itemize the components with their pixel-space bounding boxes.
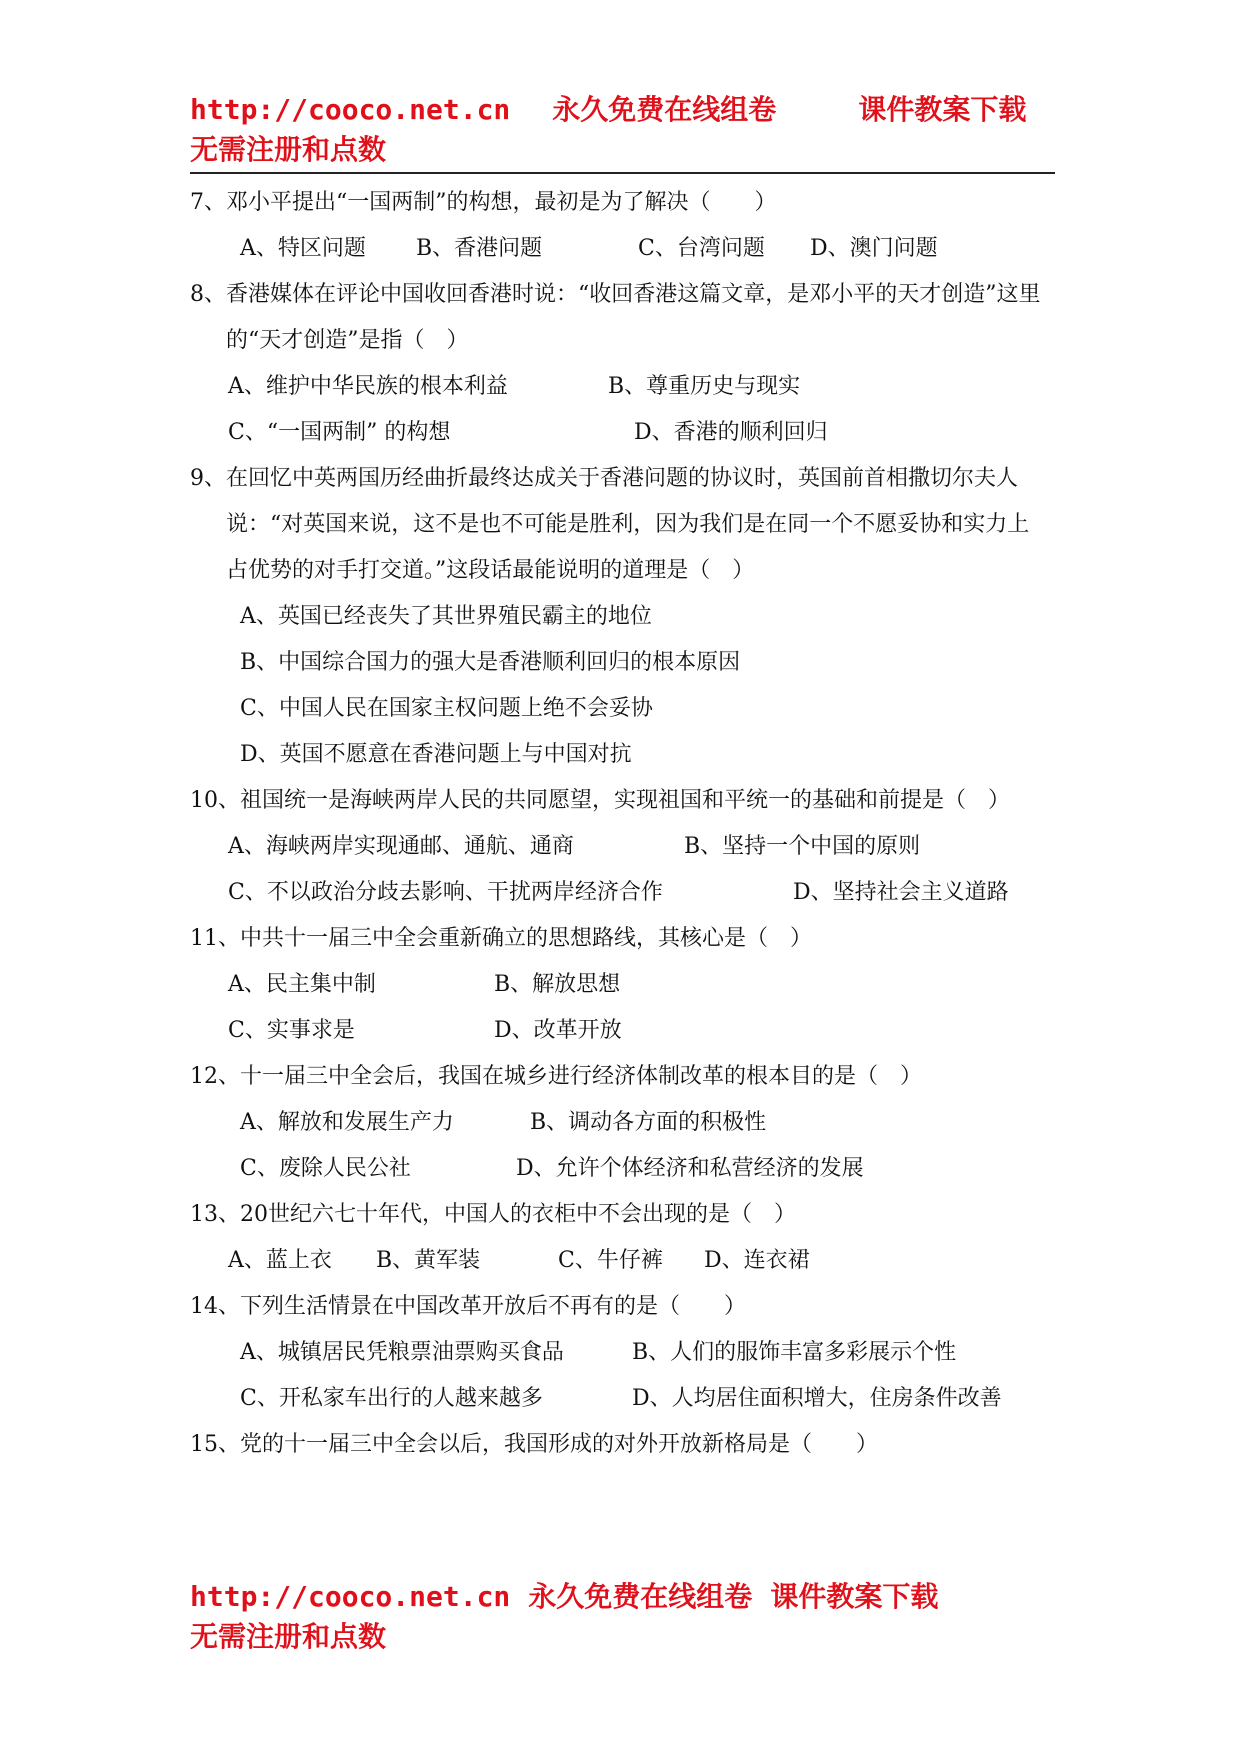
option-11b: B、解放思想	[494, 972, 621, 997]
option-11a: A、民主集中制	[228, 972, 376, 997]
options-12-row1	[190, 1100, 1050, 1146]
question-10: 10、祖国统一是海峡两岸人民的共同愿望，实现祖国和平统一的基础和前提是（ ）	[190, 788, 1010, 813]
option-11c: C、实事求是	[228, 1018, 355, 1043]
options-8-row2	[190, 410, 1050, 456]
footer-slogan: 永久免费在线组卷	[528, 1580, 753, 1613]
options-8-row1	[190, 364, 1050, 410]
question-9: 9、在回忆中英两国历经曲折最终达成关于香港问题的协议时，英国前首相撒切尔夫人说：“对英国来说，这不是也不可能是胜利，因为我们是在同一个不愿妥协和实力上占优势的对手打交道。”这段话最能说明的道理是（ ）	[190, 466, 1030, 583]
option-9b: B、中国综合国力的强大是香港顺利回归的根本原因	[240, 650, 741, 675]
options-13	[190, 1238, 1050, 1284]
option-10d: D、坚持社会主义道路	[793, 880, 1009, 905]
header-download-text: 课件教案下载	[858, 93, 1027, 126]
option-7b: B、香港问题	[416, 236, 543, 261]
option-9c: C、中国人民在国家主权问题上绝不会妥协	[240, 696, 653, 721]
options-7	[190, 226, 1050, 272]
option-8a: A、维护中华民族的根本利益	[228, 374, 508, 399]
header-note: 无需注册和点数	[190, 133, 387, 166]
question-15: 15、党的十一届三中全会以后，我国形成的对外开放新格局是（ ）	[190, 1432, 878, 1457]
option-10a: A、海峡两岸实现通邮、通航、通商	[228, 834, 574, 859]
option-9d: D、英国不愿意在香港问题上与中国对抗	[240, 742, 632, 767]
options-11-row2	[190, 1008, 1050, 1054]
option-8b: B、尊重历史与现实	[608, 374, 801, 399]
option-12b: B、调动各方面的积极性	[530, 1110, 767, 1135]
page-footer	[190, 1577, 1070, 1657]
options-14-row2	[190, 1376, 1050, 1422]
option-7c: C、台湾问题	[638, 236, 765, 261]
option-10b: B、坚持一个中国的原则	[684, 834, 921, 859]
option-8d: D、香港的顺利回归	[634, 420, 828, 445]
option-12d: D、允许个体经济和私营经济的发展	[516, 1156, 864, 1181]
option-7a: A、特区问题	[240, 236, 366, 261]
option-13a: A、蓝上衣	[228, 1248, 332, 1273]
option-14d: D、人均居住面积增大，住房条件改善	[632, 1386, 1002, 1411]
footer-note: 无需注册和点数	[190, 1620, 387, 1653]
option-13b: B、黄军装	[376, 1248, 481, 1273]
option-12a: A、解放和发展生产力	[240, 1110, 454, 1135]
option-14c: C、开私家车出行的人越来越多	[240, 1386, 543, 1411]
question-list	[190, 180, 1050, 1468]
option-8c: C、“一国两制” 的构想	[228, 420, 451, 445]
option-13c: C、牛仔裤	[558, 1248, 663, 1273]
option-11d: D、改革开放	[494, 1018, 622, 1043]
question-12: 12、十一届三中全会后，我国在城乡进行经济体制改革的根本目的是（ ）	[190, 1064, 922, 1089]
options-10-row1	[190, 824, 1050, 870]
option-9a: A、英国已经丧失了其世界殖民霸主的地位	[240, 604, 652, 629]
option-12c: C、废除人民公社	[240, 1156, 411, 1181]
option-13d: D、连衣裙	[704, 1248, 810, 1273]
footer-url-link[interactable]: http://cooco.net.cn	[190, 1580, 511, 1613]
question-7: 7、邓小平提出“一国两制”的构想，最初是为了解决（ ）	[190, 190, 777, 215]
option-14b: B、人们的服饰丰富多彩展示个性	[632, 1340, 957, 1365]
options-11-row1	[190, 962, 1050, 1008]
header-slogan: 永久免费在线组卷	[552, 93, 777, 126]
header-url-link[interactable]: http://cooco.net.cn	[190, 93, 511, 126]
page-header	[190, 90, 1070, 170]
footer-download-text: 课件教案下载	[770, 1580, 939, 1613]
question-14: 14、下列生活情景在中国改革开放后不再有的是（ ）	[190, 1294, 746, 1319]
question-11: 11、中共十一届三中全会重新确立的思想路线，其核心是（ ）	[190, 926, 812, 951]
question-13: 13、20世纪六七十年代，中国人的衣柜中不会出现的是（ ）	[190, 1202, 796, 1227]
options-12-row2	[190, 1146, 1050, 1192]
option-10c: C、不以政治分歧去影响、干扰两岸经济合作	[228, 880, 663, 905]
option-14a: A、城镇居民凭粮票油票购买食品	[240, 1340, 564, 1365]
question-8: 8、香港媒体在评论中国收回香港时说：“收回香港这篇文章，是邓小平的天才创造”这里的“天才创造”是指（ ）	[190, 282, 1041, 353]
option-7d: D、澳门问题	[810, 236, 938, 261]
options-10-row2	[190, 870, 1050, 916]
header-divider	[190, 172, 1055, 174]
options-14-row1	[190, 1330, 1050, 1376]
